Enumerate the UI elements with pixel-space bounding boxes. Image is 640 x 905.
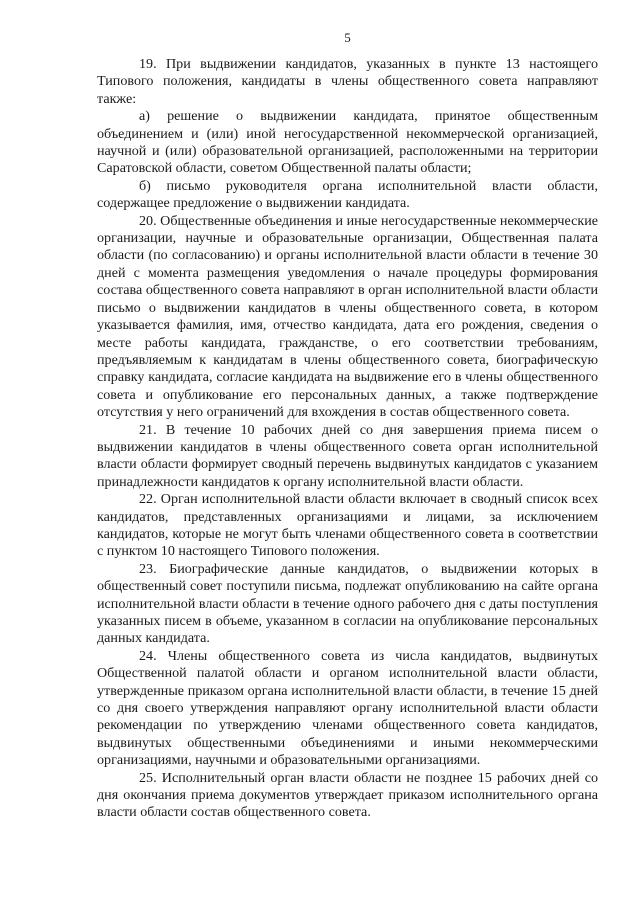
paragraph-item-25: 25. Исполнительный орган власти области не позднее 15 рабочих дней со дня окончания приема документов утверждает приказом исполнительного органа власти области состав общественного совета. bbox=[97, 769, 598, 821]
paragraph-item-20: 20. Общественные объединения и иные негосударственные некоммерческие организации, научные и образовательные организации, Общественная палата области (по согласованию) и органы исполнительной власти области в течение 30 дней с момента размещения уведомления о начале процедуры формирования состава общественного совета направляют в орган исполнительной власти области письмо о выдвижении кандидатов в члены общественного совета, в котором указывается фамилия, имя, отчество кандидата, дата его рождения, сведения о месте работы кандидата, гражданстве, о его соответствии требованиям, предъявляемым к кандидатам в члены общественного совета, биографическую справку кандидата, согласие кандидата на выдвижение его в члены общественного совета и опубликование его персональных данных, а также подтверждение отсутствия у него ограничений для вхождения в состав общественного совета. bbox=[97, 212, 598, 421]
paragraph-item-19a: а) решение о выдвижении кандидата, принятое общественным объединением и (или) иной негосударственной некоммерческой организацией, научной и (или) образовательной организацией, расположенными на территории Саратовской области, советом Общественной палаты области; bbox=[97, 108, 598, 177]
paragraph-item-19b: б) письмо руководителя органа исполнительной власти области, содержащее предложение о выдвижении кандидата. bbox=[97, 177, 598, 212]
paragraph-item-21: 21. В течение 10 рабочих дней со дня завершения приема писем о выдвижении кандидатов в члены общественного совета орган исполнительной власти области формирует сводный перечень выдвинутых кандидатов с указанием принадлежности кандидатов к органу исполнительной власти области. bbox=[97, 421, 598, 490]
paragraph-item-23: 23. Биографические данные кандидатов, о выдвижении которых в общественный совет поступили письма, подлежат опубликованию на сайте органа исполнительной власти области в течение одного рабочего дня с даты поступления указанных писем в объеме, указанном в согласии на опубликование персональных данных кандидата. bbox=[97, 560, 598, 647]
paragraph-item-24: 24. Члены общественного совета из числа кандидатов, выдвинутых Общественной палатой области и органом исполнительной власти области, утвержденные приказом органа исполнительной власти области, в течение 15 дней со дня своего утверждения направляют органу исполнительной власти области рекомендации по утверждению членами общественного совета кандидатов, выдвинутых общественными объединениями и иными некоммерческими организациями, научными и образовательными организациями. bbox=[97, 647, 598, 769]
page-number: 5 bbox=[344, 30, 351, 45]
paragraph-item-22: 22. Орган исполнительной власти области включает в сводный список всех кандидатов, представленных организациями и лицами, за исключением кандидатов, которые не могут быть членами общественного совета в соответствии с пунктом 10 настоящего Типового положения. bbox=[97, 491, 598, 560]
paragraph-item-19: 19. При выдвижении кандидатов, указанных в пункте 13 настоящего Типового положения, кандидаты в члены общественного совета направляют также: bbox=[97, 56, 598, 107]
